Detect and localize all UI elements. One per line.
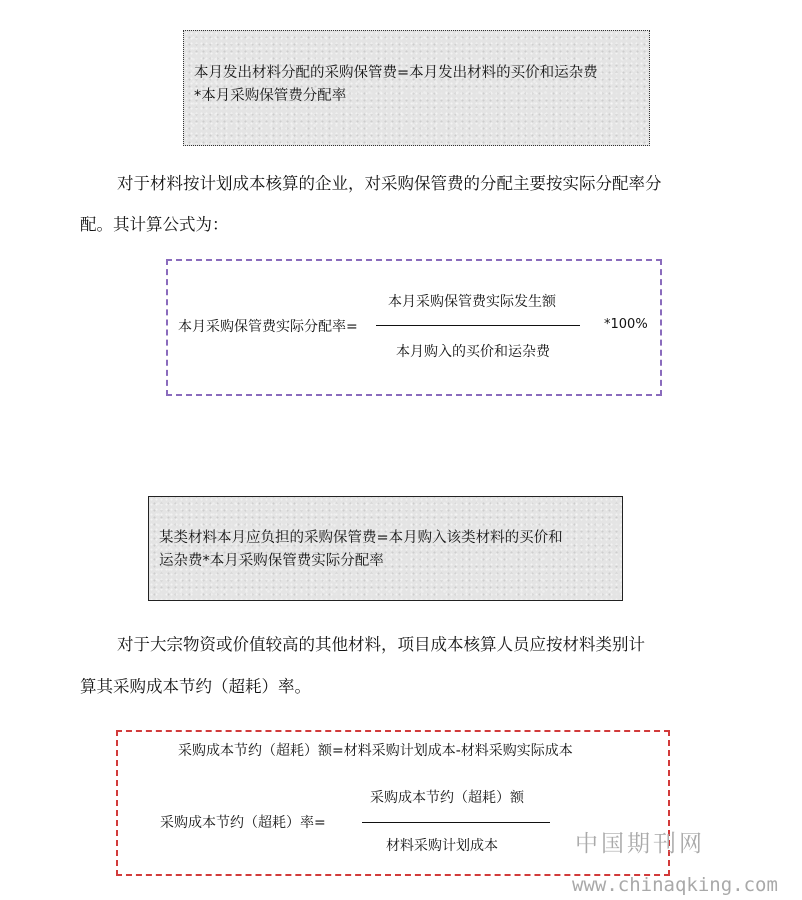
watermark-url: www.chinaqking.com — [572, 874, 778, 896]
formula-1-denominator: 本月购入的买价和运杂费 — [396, 344, 550, 360]
formula-2-numerator: 采购成本节约（超耗）额 — [370, 790, 524, 806]
formula-box-1-line-1: 本月发出材料分配的采购保管费=本月发出材料的买价和运杂费 — [194, 65, 598, 81]
formula-2-fraction-bar — [362, 822, 550, 823]
formula-box-3-line-1: 某类材料本月应负担的采购保管费=本月购入该类材料的买价和 — [159, 530, 563, 546]
formula-box-3 — [148, 496, 623, 601]
formula-box-1-line-2: *本月采购保管费分配率 — [194, 88, 347, 104]
formula-box-1 — [183, 30, 650, 146]
formula-1-numerator: 本月采购保管费实际发生额 — [388, 294, 556, 310]
formula-2-line-1: 采购成本节约（超耗）额=材料采购计划成本-材料采购实际成本 — [178, 743, 573, 759]
formula-1-fraction-bar — [376, 325, 580, 326]
formula-2-lhs: 采购成本节约（超耗）率= — [160, 815, 326, 831]
paragraph-2-line-1: 对于大宗物资或价值较高的其他材料，项目成本核算人员应按材料类别计 — [117, 635, 645, 654]
formula-1-lhs: 本月采购保管费实际分配率= — [178, 319, 358, 335]
formula-box-3-line-2: 运杂费*本月采购保管费实际分配率 — [159, 553, 384, 569]
formula-1-multiplier: *100% — [604, 317, 648, 332]
paragraph-1-line-1: 对于材料按计划成本核算的企业，对采购保管费的分配主要按实际分配率分 — [117, 174, 662, 193]
paragraph-1-line-2: 配。其计算公式为： — [80, 215, 229, 234]
watermark-title: 中国期刊网 — [575, 831, 705, 857]
formula-2-denominator: 材料采购计划成本 — [386, 838, 498, 854]
paragraph-2-line-2: 算其采购成本节约（超耗）率。 — [80, 677, 311, 696]
